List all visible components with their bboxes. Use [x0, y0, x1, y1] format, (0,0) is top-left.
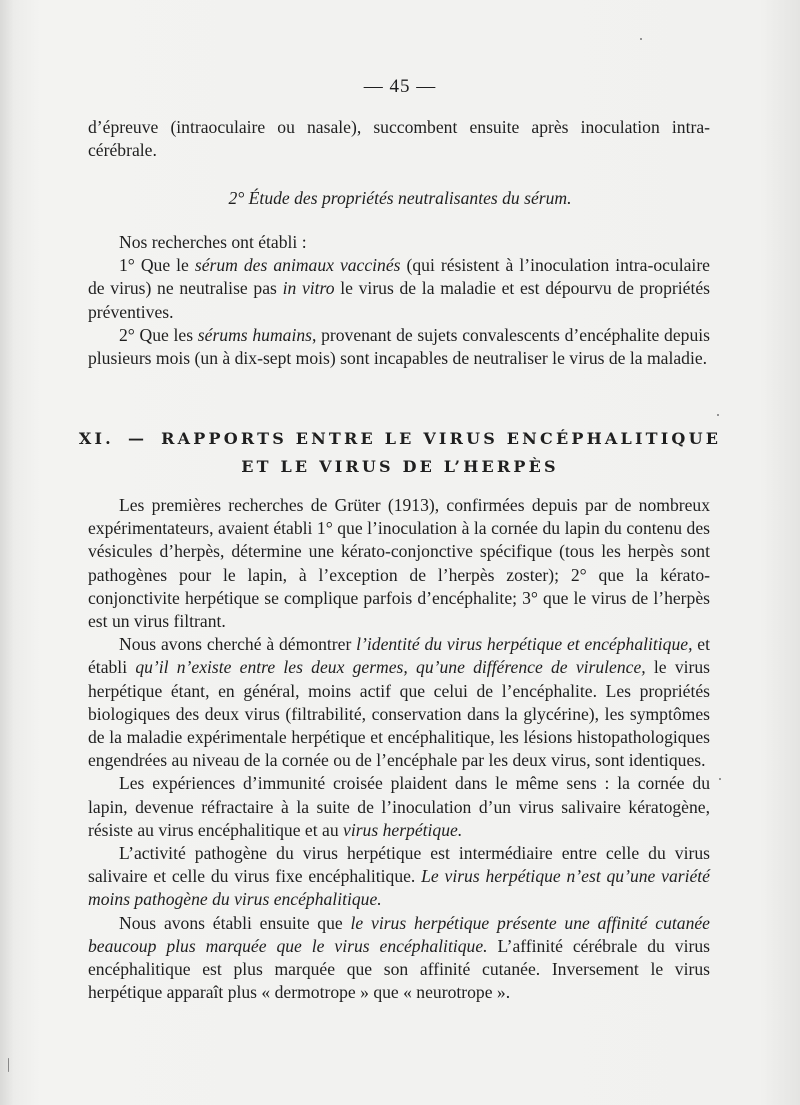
section-11-paragraph-5	[88, 912, 710, 1005]
paragraph-2-part-a: Nous avons cherché à démontrer	[119, 634, 357, 655]
section-11-paragraph-1: Les premières recherches de Grüter (1913), confirmées depuis par de nombreux expérimentateurs, avaient établi 1° que l’inoculation à la cornée du lapin du contenu des vésicules d’herpès, détermine une kérato-conjonctive spécifique (tous les herpès sont pathogènes pour le lapin, à l’exception de l’herpès zoster); 2° que la kérato-conjonctivite herpétique se complique parfois d’encéphalite; 3° que le virus de l’herpès est un virus filtrant.	[88, 495, 710, 632]
page-number: — 45 —	[363, 76, 437, 97]
item-1-emphasis-serum: sérum des animaux vaccinés	[194, 255, 401, 276]
section-2-body	[88, 231, 710, 370]
section-11-title-text-1: RAPPORTS ENTRE LE VIRUS ENCÉPHALITIQUE	[161, 429, 722, 448]
paragraph-2-part-b: et établi	[88, 634, 711, 678]
item-2-prefix: 2° Que les	[119, 324, 198, 345]
paragraph-5-part-b: L’affinité cérébrale du virus encéphalitique est plus marquée que son affinité cutanée. Inversement le virus herpétique apparaît plus « dermotrope » que « neurotrope ».	[88, 935, 710, 1003]
section-11-title-line-2: ET LE VIRUS DE L’HERPÈS	[241, 457, 559, 476]
paragraph-5-emphasis: le virus herpétique présente une affinité cutanée beaucoup plus marquée que le virus encéphalitique.	[88, 912, 710, 956]
section-2-item-2	[88, 324, 710, 370]
item-1-prefix: 1° Que le	[119, 255, 195, 276]
section-2-intro: Nos recherches ont établi :	[119, 232, 307, 252]
section-11-numeral: XI.	[78, 429, 114, 448]
section-11-title-line-1	[0, 429, 800, 448]
item-1-suffix: le virus de la maladie et est dépourvu de propriétés préventives.	[88, 278, 710, 322]
section-2-item-1	[88, 254, 710, 324]
paragraph-3-emphasis: virus herpétique.	[343, 819, 463, 840]
scan-speck	[640, 38, 642, 40]
scan-speck	[719, 778, 721, 780]
paragraph-2-emphasis-identity: l’identité du virus herpétique et encéphalitique,	[356, 634, 693, 655]
item-1-middle: (qui résistent à l’inoculation intra-oculaire de virus) ne neutralise pas	[88, 255, 710, 299]
paragraph-3-part-a: Les expériences d’immunité croisée plaident dans le même sens : la cornée du lapin, devenue réfractaire à la suite de l’inoculation d’un virus salivaire kératogène, résiste au virus encéphalitique et au	[88, 773, 710, 840]
scan-speck	[717, 414, 719, 416]
opening-paragraph-block	[88, 116, 710, 162]
section-11-paragraph-4	[88, 842, 710, 912]
item-2-emphasis-human-sera: sérums humains	[197, 324, 312, 345]
section-11-paragraph-2	[88, 633, 710, 772]
paragraph-2-part-c: le virus herpétique étant, en général, moins actif que celui de l’encéphalite. Les propriétés biologiques des deux virus (filtrabilité, conservation dans la glycérine), les symptômes de la maladie expérimentale herpétique et encéphalitique, les lésions histopathologiques engendrées au niveau de la cornée ou de l’encéphale par les deux virus, sont identiques.	[88, 657, 711, 771]
paragraph-4-part-a: L’activité pathogène du virus herpétique est intermédiaire entre celle du virus salivaire et celle du virus fixe encéphalitique.	[88, 843, 710, 887]
paragraph-2-emphasis-virulence: qu’il n’existe entre les deux germes, qu’une différence de virulence,	[135, 657, 646, 678]
item-1-emphasis-in-vitro: in vitro	[282, 278, 335, 299]
section-11-body	[88, 494, 710, 1004]
item-2-suffix: , provenant de sujets convalescents d’encéphalite depuis plusieurs mois (un à dix-sept mois) sont incapables de neutraliser le virus de la maladie.	[88, 324, 710, 369]
section-11-dash: —	[127, 429, 148, 448]
section-11-paragraph-3	[88, 772, 710, 842]
section-2-heading: 2° Étude des propriétés neutralisantes du sérum.	[228, 188, 572, 208]
opening-paragraph: d’épreuve (intraoculaire ou nasale), succombent ensuite après inoculation intra-cérébrale.	[88, 117, 710, 161]
paragraph-5-part-a: Nous avons établi ensuite que	[119, 912, 351, 933]
scan-edge-mark	[8, 1058, 9, 1072]
paragraph-4-emphasis: Le virus herpétique n’est qu’une variété moins pathogène du virus encéphalitique.	[88, 866, 710, 910]
